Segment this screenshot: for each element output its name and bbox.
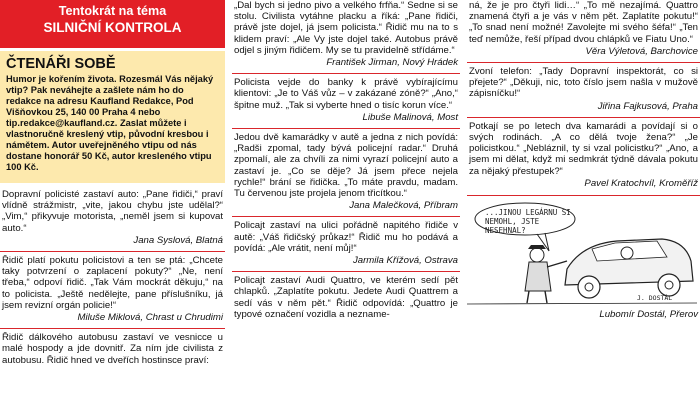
header-line-1: Tentokrát na téma [58,4,167,18]
letter-author: Jiřina Fajkusová, Praha [597,100,698,112]
cartoon-signature: J. DOSTÁL [637,294,673,303]
letter-text: Policajt zastaví na ulici pořádně napitého řidiče v autě: „Váš řidičský průkaz!“ Řidič mu ho podává a povídá: „Ale vrátit, není můj!“ [234,220,458,254]
letter [467,0,700,59]
letter-text: ná, že je pro čtyři lidi…“ „To mě nezajímá. Quattro znamená čtyři a je vás v něm pět. Zaplatíte pokutu!“ „To snad není možné! Zavolejte mi svého šéfa!“ „Ten teď nemůže, řeší případ dvou chlápků ve Fiatu Uno.“ [469,0,698,45]
divider [467,62,700,63]
letter-text: Policista vejde do banky k právě vybírajícímu klientovi: „Je to Váš vůz – v zakázané zóně?“ „Ano,“ špitne muž. „Tak si vyberte hned o tisíc korun více.“ [234,77,458,111]
letter-text: Řidič dálkového autobusu zastaví ve vesnicce u malé hospody a jde dovnitř. Za ním jde civilista z autobusu. Řidič hned ve dveřích hostinsce praví: [2,332,223,366]
letter [467,121,700,191]
letter [0,332,225,368]
letter [467,66,700,114]
car-wheel [578,276,600,298]
letter [232,77,460,125]
letter-text: „Dal bych si jedno pivo a velkého frfňa.“ Sedne si se stolu. Civilista vytáhne placku a říká: „Pane řidiči, právě jste dojel, já jsem policista.“ Řidič mu na to s klidem praví: „Ale Vy jste dojel také. Autobus právě odjel s jiným řidičem. My se tu pravidelně střídáme.“ [234,0,458,56]
letter-author: Jarmila Křížová, Ostrava [352,255,458,267]
letter [232,132,460,213]
letter [0,189,225,248]
divider [232,73,460,74]
letter [232,275,460,322]
readers-box-text: Humor je kořením života. Rozesmál Vás nějaký vtip? Pak neváhejte a zašlete nám ho do redakce na adresu Kaufland Redakce, Pod Višňovkou 25, 140 00 Praha 4 nebo tip.redakce@kaufland.cz. Zaslat můžete i vlastnoručně kreslený vtip, původní kresbou i námětem. Autor uveřejněného vtipu od nás dostane honorář 50 Kč, autor kresleného vtipu 100 Kč. [6,74,214,172]
readers-box-title: ČTENÁŘI SOBĚ [6,56,116,72]
letter-text: Řidič platí pokutu policistovi a ten se ptá: „Chcete taky potvrzení o zaplacení pokuty?“ „Ne, není třeba,“ odpoví řidič. „Tak Vám mockrát děkuju,“ na to policista. „Ještě nedělejte, pane příslušníku, já jsem revizní orgán policie!“ [2,255,223,311]
driver-head [621,247,633,259]
divider [232,271,460,272]
cartoon-speech: ...JINOU LEGÁRNU SI NEMOHL, JSTE NESEHNAL? [485,208,571,236]
letter-text: Policajt zastaví Audi Quattro, ve kterém sedí pět chlapků. „Zaplatíte pokutu. Jedete Audi Quattrem a sedí vás v něm pět.“ Řidič odpovídá: „Quattro je typové označení vozidla a nezname- [234,275,458,320]
letter-author: Jana Malečková, Příbram [349,200,458,212]
letter-text: Jedou dvě kamarádky v autě a jedna z nich povídá: „Radši zpomal, tady bývá policejní radar.“ Druhá zpomalí, ale za chvíli za nimi vyrazí policejní auto a zastaví je. „Co se děje? Já jsem přece nejela rychle!“ brání se řidička. „To máte pravdu, madam. Tu červenou jste projela jenom třicítkou.“ [234,132,458,200]
letter-author: Pavel Kratochvíl, Kroměříž [584,177,698,189]
letter [232,220,460,268]
column-3 [467,0,700,413]
divider [0,328,225,329]
cartoon [467,195,700,320]
letter [0,255,225,325]
topic-header [0,0,225,48]
policeman-legs [527,291,547,303]
letter [232,0,460,70]
cartoon-author: Lubomír Dostál, Přerov [599,308,698,320]
divider [0,251,225,252]
letter-author: Věra Výletová, Barchovice [585,45,698,57]
letter-author: Jana Syslová, Blatná [133,234,223,246]
divider [467,117,700,118]
policeman-cap [528,245,546,249]
policeman-head [530,248,544,262]
readers-box [0,51,225,183]
divider [232,216,460,217]
letter-author: František Jirman, Nový Hrádek [326,57,458,69]
letter-text: Dopravní policisté zastaví auto: „Pane řidiči,“ praví vlídně strážmistr, „vite, jakou chybu jste udělal?“ „Vim,“ přikyvuje motorista, „neměl jsem si kupovat auto.“ [2,189,223,234]
car-wheel [658,274,680,296]
header-line-2: SILNIČNÍ KONTROLA [43,20,182,35]
policeman-arm [547,261,567,267]
letter-author: Libuše Malinová, Most [362,111,458,123]
letter-text: Potkají se po letech dva kamarádi a povídají si o svých rodinách. „A co dělá tvoje žena?“ „Je policistkou.“ „Nebláznil, ty si vzal policistku?“ „Ano, a jsem mi dělat, když mi sedmkrát týdně dávala pokutu za nějaký přestupek?“ [469,120,698,177]
ground-line [467,303,697,304]
divider [232,128,460,129]
letter-author: Miluše Miklová, Chrast u Chrudimi [77,312,223,324]
column-1 [0,0,225,413]
letter-text: Zvoní telefon: „Tady Dopravní inspektorát, co si přejete?“ „Děkuji, nic, toto číslo jsem našla v mužově zápisníčku!“ [469,66,698,100]
column-2 [232,0,460,413]
